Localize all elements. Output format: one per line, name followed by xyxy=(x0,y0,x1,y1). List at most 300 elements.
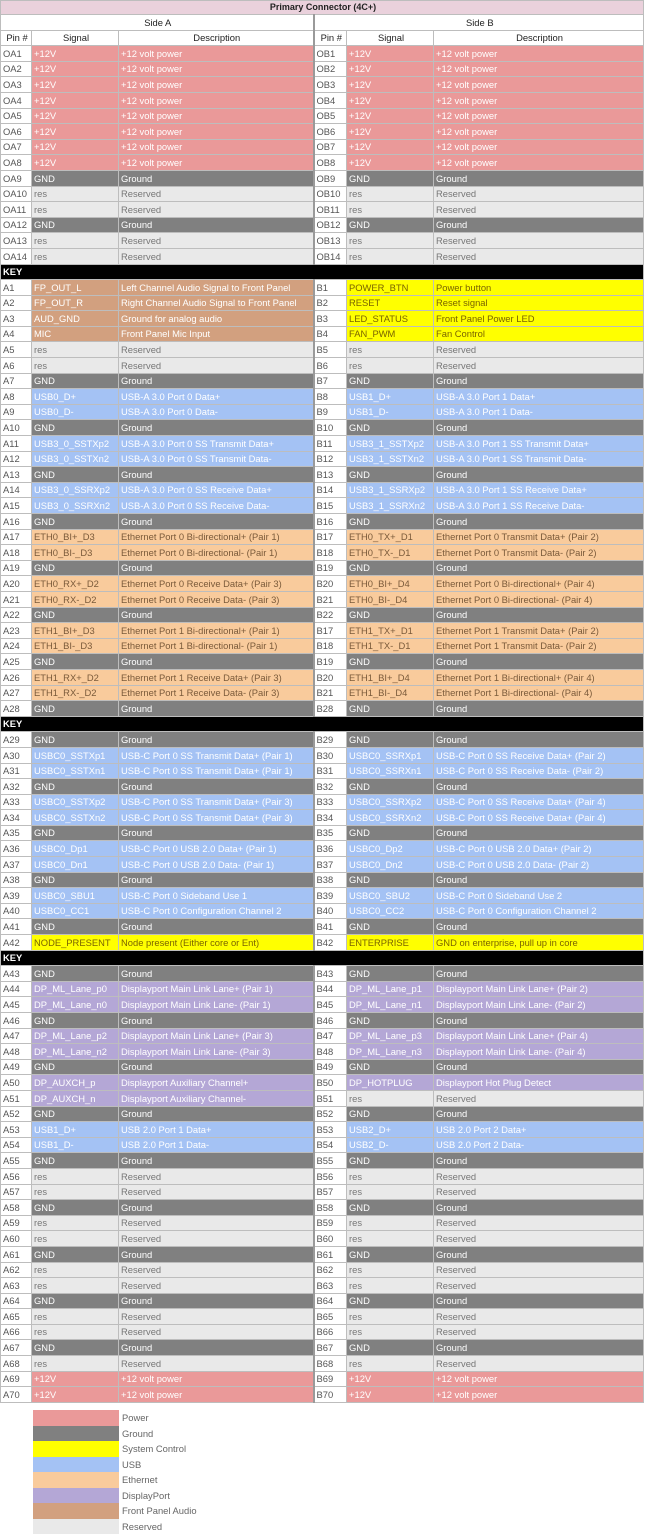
signal-name-b: GND xyxy=(347,170,434,186)
pin-number-a: A58 xyxy=(1,1200,32,1216)
pin-number-a: A22 xyxy=(1,607,32,623)
pin-row xyxy=(1,280,644,296)
pin-number-b: B9 xyxy=(314,404,347,420)
signal-description-a: +12 volt power xyxy=(119,61,314,77)
pin-number-a: A57 xyxy=(1,1184,32,1200)
signal-description-b: +12 volt power xyxy=(434,46,644,62)
signal-description-b: Ethernet Port 0 Bi-directional- (Pair 4) xyxy=(434,591,644,607)
signal-description-b: Ground xyxy=(434,872,644,888)
signal-name-a: res xyxy=(32,1278,119,1294)
signal-description-a: Front Panel Mic Input xyxy=(119,326,314,342)
pin-number-b: B42 xyxy=(314,935,347,951)
legend-item xyxy=(33,1410,197,1426)
signal-name-b: GND xyxy=(347,779,434,795)
signal-description-b: +12 volt power xyxy=(434,92,644,108)
signal-description-b: Displayport Main Link Lane- (Pair 2) xyxy=(434,997,644,1013)
pin-row xyxy=(1,233,644,249)
signal-name-b: GND xyxy=(347,872,434,888)
pin-number-b: OB11 xyxy=(314,202,347,218)
legend-item xyxy=(33,1441,197,1457)
signal-description-a: Reserved xyxy=(119,1324,314,1340)
signal-name-a: res xyxy=(32,1168,119,1184)
signal-name-b: DP_ML_Lane_n3 xyxy=(347,1044,434,1060)
signal-name-b: DP_ML_Lane_n1 xyxy=(347,997,434,1013)
pin-number-a: OA10 xyxy=(1,186,32,202)
pin-number-a: A55 xyxy=(1,1153,32,1169)
signal-name-a: GND xyxy=(32,1059,119,1075)
signal-name-a: ETH1_RX-_D2 xyxy=(32,685,119,701)
signal-name-b: res xyxy=(347,186,434,202)
signal-description-a: Ground xyxy=(119,607,314,623)
signal-description-a: Reserved xyxy=(119,233,314,249)
pin-number-b: B19 xyxy=(314,560,347,576)
pin-number-a: A12 xyxy=(1,451,32,467)
signal-description-b: Reserved xyxy=(434,1309,644,1325)
signal-name-b: USB1_D- xyxy=(347,404,434,420)
pin-number-b: B1 xyxy=(314,280,347,296)
signal-description-a: Ground xyxy=(119,373,314,389)
signal-name-a: DP_AUXCH_p xyxy=(32,1075,119,1091)
signal-name-b: +12V xyxy=(347,1371,434,1387)
signal-description-b: Ethernet Port 1 Bi-directional+ (Pair 4) xyxy=(434,669,644,685)
signal-description-b: Displayport Main Link Lane- (Pair 4) xyxy=(434,1044,644,1060)
signal-name-b: GND xyxy=(347,825,434,841)
legend-label: System Control xyxy=(122,1443,187,1455)
pin-number-a: A35 xyxy=(1,825,32,841)
side-a-header: Side A xyxy=(1,15,314,31)
pin-number-b: B60 xyxy=(314,1231,347,1247)
signal-description-b: USB-C Port 0 SS Receive Data+ (Pair 4) xyxy=(434,794,644,810)
signal-name-b: res xyxy=(347,1262,434,1278)
pin-number-a: OA8 xyxy=(1,155,32,171)
signal-name-b: res xyxy=(347,1309,434,1325)
signal-name-b: +12V xyxy=(347,46,434,62)
legend-swatch xyxy=(33,1457,119,1473)
signal-name-b: GND xyxy=(347,607,434,623)
pin-row xyxy=(1,981,644,997)
signal-name-a: res xyxy=(32,358,119,374)
pin-number-b: B69 xyxy=(314,1371,347,1387)
signal-description-a: Displayport Main Link Lane- (Pair 3) xyxy=(119,1044,314,1060)
signal-name-a: USB3_0_SSTXn2 xyxy=(32,451,119,467)
signal-description-b: Ethernet Port 1 Transmit Data+ (Pair 2) xyxy=(434,623,644,639)
pin-number-a: A53 xyxy=(1,1122,32,1138)
pin-number-a: A60 xyxy=(1,1231,32,1247)
signal-name-b: GND xyxy=(347,560,434,576)
pin-number-a: A51 xyxy=(1,1090,32,1106)
pin-number-b: B6 xyxy=(314,358,347,374)
signal-description-a: USB-C Port 0 Configuration Channel 2 xyxy=(119,903,314,919)
signal-description-b: +12 volt power xyxy=(434,155,644,171)
pin-row xyxy=(1,108,644,124)
pin-number-b: B70 xyxy=(314,1387,347,1403)
signal-description-a: USB-C Port 0 SS Transmit Data+ (Pair 1) xyxy=(119,763,314,779)
signal-name-a: GND xyxy=(32,825,119,841)
pin-number-a: OA7 xyxy=(1,139,32,155)
signal-name-b: POWER_BTN xyxy=(347,280,434,296)
pin-row xyxy=(1,529,644,545)
signal-description-a: USB-C Port 0 USB 2.0 Data- (Pair 1) xyxy=(119,857,314,873)
pin-number-b: B41 xyxy=(314,919,347,935)
signal-description-b: +12 volt power xyxy=(434,77,644,93)
pin-row xyxy=(1,1106,644,1122)
signal-description-b: Ground xyxy=(434,966,644,982)
signal-name-a: GND xyxy=(32,1293,119,1309)
pin-number-a: A33 xyxy=(1,794,32,810)
signal-name-a: DP_ML_Lane_p2 xyxy=(32,1028,119,1044)
pin-number-b: B53 xyxy=(314,1122,347,1138)
signal-description-b: Reserved xyxy=(434,202,644,218)
pin-number-b: B48 xyxy=(314,1044,347,1060)
pin-row xyxy=(1,903,644,919)
signal-name-b: USBC0_SSRXp2 xyxy=(347,794,434,810)
pin-row xyxy=(1,389,644,405)
pin-row xyxy=(1,186,644,202)
signal-description-b: Reserved xyxy=(434,1278,644,1294)
signal-description-b: Ethernet Port 1 Transmit Data- (Pair 2) xyxy=(434,638,644,654)
signal-name-b: res xyxy=(347,202,434,218)
signal-description-a: Ethernet Port 1 Receive Data+ (Pair 3) xyxy=(119,669,314,685)
pin-row xyxy=(1,1153,644,1169)
pin-number-b: OB5 xyxy=(314,108,347,124)
signal-name-a: FP_OUT_L xyxy=(32,280,119,296)
signal-description-a: Reserved xyxy=(119,1231,314,1247)
signal-description-a: Displayport Main Link Lane+ (Pair 3) xyxy=(119,1028,314,1044)
signal-name-a: +12V xyxy=(32,77,119,93)
signal-name-a: GND xyxy=(32,701,119,717)
signal-name-a: ETH0_RX-_D2 xyxy=(32,591,119,607)
pin-number-b: B68 xyxy=(314,1356,347,1372)
signal-name-b: +12V xyxy=(347,124,434,140)
signal-description-b: Ground xyxy=(434,560,644,576)
signal-name-a: +12V xyxy=(32,1387,119,1403)
col-header-pin-b: Pin # xyxy=(314,30,347,46)
signal-name-a: AUD_GND xyxy=(32,311,119,327)
signal-name-a: GND xyxy=(32,872,119,888)
pin-number-b: B30 xyxy=(314,747,347,763)
signal-description-a: Displayport Main Link Lane- (Pair 1) xyxy=(119,997,314,1013)
pin-number-b: B28 xyxy=(314,701,347,717)
signal-name-a: USB3_0_SSTXp2 xyxy=(32,436,119,452)
signal-name-a: +12V xyxy=(32,139,119,155)
signal-name-a: GND xyxy=(32,217,119,233)
pin-number-b: B66 xyxy=(314,1324,347,1340)
legend-item xyxy=(33,1457,197,1473)
signal-description-b: USB-A 3.0 Port 1 SS Transmit Data- xyxy=(434,451,644,467)
signal-description-a: USB-A 3.0 Port 0 SS Receive Data- xyxy=(119,498,314,514)
pin-row xyxy=(1,1137,644,1153)
pin-number-a: A41 xyxy=(1,919,32,935)
pin-number-b: OB9 xyxy=(314,170,347,186)
pin-number-b: B17 xyxy=(314,529,347,545)
signal-name-b: ETH0_TX-_D1 xyxy=(347,545,434,561)
pin-row xyxy=(1,794,644,810)
pin-row xyxy=(1,779,644,795)
signal-description-a: Ground xyxy=(119,654,314,670)
signal-description-a: Ground xyxy=(119,420,314,436)
signal-name-b: +12V xyxy=(347,139,434,155)
signal-name-b: USBC0_SBU2 xyxy=(347,888,434,904)
pin-row xyxy=(1,841,644,857)
pin-number-b: B20 xyxy=(314,576,347,592)
pin-row xyxy=(1,810,644,826)
signal-description-a: USB-A 3.0 Port 0 SS Receive Data+ xyxy=(119,482,314,498)
signal-description-a: USB-C Port 0 SS Transmit Data+ (Pair 3) xyxy=(119,810,314,826)
signal-description-b: Ground xyxy=(434,170,644,186)
signal-name-b: GND xyxy=(347,217,434,233)
pin-row xyxy=(1,342,644,358)
signal-description-a: Ground xyxy=(119,701,314,717)
pin-number-a: A61 xyxy=(1,1246,32,1262)
signal-name-a: USB3_0_SSRXn2 xyxy=(32,498,119,514)
signal-name-a: res xyxy=(32,1324,119,1340)
signal-description-b: Ground xyxy=(434,701,644,717)
pin-number-b: B4 xyxy=(314,326,347,342)
signal-name-a: USB1_D- xyxy=(32,1137,119,1153)
signal-description-a: Reserved xyxy=(119,342,314,358)
signal-description-b: Ethernet Port 0 Bi-directional+ (Pair 4) xyxy=(434,576,644,592)
signal-name-b: GND xyxy=(347,701,434,717)
pin-number-a: A40 xyxy=(1,903,32,919)
signal-description-a: Displayport Auxiliary Channel- xyxy=(119,1090,314,1106)
pin-number-b: B39 xyxy=(314,888,347,904)
signal-description-a: Ground xyxy=(119,1246,314,1262)
signal-description-b: Reserved xyxy=(434,1090,644,1106)
pin-row xyxy=(1,560,644,576)
legend-swatch xyxy=(33,1410,119,1426)
signal-name-a: DP_ML_Lane_n2 xyxy=(32,1044,119,1060)
signal-name-a: USBC0_SSTXp2 xyxy=(32,794,119,810)
signal-description-b: GND on enterprise, pull up in core xyxy=(434,935,644,951)
side-b-header: Side B xyxy=(314,15,644,31)
pin-number-b: B2 xyxy=(314,295,347,311)
signal-name-a: USBC0_Dn1 xyxy=(32,857,119,873)
signal-name-a: +12V xyxy=(32,108,119,124)
pin-number-b: B63 xyxy=(314,1278,347,1294)
pin-number-a: A62 xyxy=(1,1262,32,1278)
signal-name-b: USB2_D- xyxy=(347,1137,434,1153)
signal-description-a: USB 2.0 Port 1 Data- xyxy=(119,1137,314,1153)
signal-name-a: ETH0_RX+_D2 xyxy=(32,576,119,592)
pin-number-b: B49 xyxy=(314,1059,347,1075)
signal-name-b: ETH0_BI+_D4 xyxy=(347,576,434,592)
signal-name-a: res xyxy=(32,1231,119,1247)
signal-name-b: USB1_D+ xyxy=(347,389,434,405)
pin-row xyxy=(1,92,644,108)
signal-name-b: DP_ML_Lane_p3 xyxy=(347,1028,434,1044)
pin-number-a: A6 xyxy=(1,358,32,374)
legend-item xyxy=(33,1472,197,1488)
signal-name-b: USBC0_Dn2 xyxy=(347,857,434,873)
signal-name-b: USB3_1_SSRXp2 xyxy=(347,482,434,498)
signal-name-b: +12V xyxy=(347,92,434,108)
signal-description-b: USB-C Port 0 SS Receive Data- (Pair 2) xyxy=(434,763,644,779)
signal-name-b: RESET xyxy=(347,295,434,311)
signal-description-b: USB-A 3.0 Port 1 SS Receive Data- xyxy=(434,498,644,514)
signal-name-b: USB3_1_SSTXp2 xyxy=(347,436,434,452)
signal-name-b: res xyxy=(347,358,434,374)
signal-description-a: Reserved xyxy=(119,1309,314,1325)
pin-number-a: A9 xyxy=(1,404,32,420)
signal-description-b: Reserved xyxy=(434,1215,644,1231)
signal-description-a: Displayport Auxiliary Channel+ xyxy=(119,1075,314,1091)
pin-number-a: OA11 xyxy=(1,202,32,218)
pin-row xyxy=(1,888,644,904)
signal-description-a: USB-C Port 0 USB 2.0 Data+ (Pair 1) xyxy=(119,841,314,857)
pin-number-b: B35 xyxy=(314,825,347,841)
signal-name-b: res xyxy=(347,233,434,249)
signal-name-b: GND xyxy=(347,373,434,389)
signal-description-b: Ground xyxy=(434,779,644,795)
pin-row xyxy=(1,825,644,841)
table-title: Primary Connector (4C+) xyxy=(1,1,644,15)
pin-row xyxy=(1,1168,644,1184)
signal-description-b: USB-A 3.0 Port 1 Data+ xyxy=(434,389,644,405)
signal-name-b: USBC0_SSRXn2 xyxy=(347,810,434,826)
signal-name-b: res xyxy=(347,342,434,358)
signal-description-a: Reserved xyxy=(119,1215,314,1231)
pin-number-b: B12 xyxy=(314,451,347,467)
pin-number-b: B51 xyxy=(314,1090,347,1106)
pin-row xyxy=(1,1122,644,1138)
signal-description-a: Ground xyxy=(119,560,314,576)
key-label: KEY xyxy=(1,950,644,966)
pin-number-a: A1 xyxy=(1,280,32,296)
signal-name-a: GND xyxy=(32,607,119,623)
signal-description-b: Fan Control xyxy=(434,326,644,342)
pin-number-b: B54 xyxy=(314,1137,347,1153)
signal-name-a: NODE_PRESENT xyxy=(32,935,119,951)
signal-name-a: GND xyxy=(32,420,119,436)
signal-description-b: Reserved xyxy=(434,1231,644,1247)
signal-name-a: GND xyxy=(32,467,119,483)
pin-number-b: OB6 xyxy=(314,124,347,140)
signal-description-a: Ground xyxy=(119,966,314,982)
pin-number-b: B57 xyxy=(314,1184,347,1200)
signal-description-a: Right Channel Audio Signal to Front Panel xyxy=(119,295,314,311)
signal-name-b: res xyxy=(347,1278,434,1294)
pin-row xyxy=(1,1028,644,1044)
pin-number-a: A44 xyxy=(1,981,32,997)
legend-swatch xyxy=(33,1426,119,1442)
pin-number-b: B62 xyxy=(314,1262,347,1278)
signal-description-b: Ground xyxy=(434,919,644,935)
signal-name-a: res xyxy=(32,1215,119,1231)
pin-number-a: OA2 xyxy=(1,61,32,77)
col-header-signal-a: Signal xyxy=(32,30,119,46)
signal-description-a: Reserved xyxy=(119,1356,314,1372)
signal-description-b: Reserved xyxy=(434,1262,644,1278)
legend-item xyxy=(33,1519,197,1535)
pin-row xyxy=(1,872,644,888)
signal-name-b: GND xyxy=(347,919,434,935)
signal-name-b: USBC0_Dp2 xyxy=(347,841,434,857)
legend-swatch xyxy=(33,1519,119,1535)
pin-number-a: A34 xyxy=(1,810,32,826)
signal-name-a: DP_AUXCH_n xyxy=(32,1090,119,1106)
signal-name-b: GND xyxy=(347,654,434,670)
pin-number-a: A26 xyxy=(1,669,32,685)
pin-number-b: B20 xyxy=(314,669,347,685)
signal-name-a: GND xyxy=(32,1013,119,1029)
legend-label: Power xyxy=(122,1412,149,1424)
legend-swatch xyxy=(33,1488,119,1504)
pin-number-a: OA3 xyxy=(1,77,32,93)
pin-number-a: OA12 xyxy=(1,217,32,233)
pin-number-b: B43 xyxy=(314,966,347,982)
pin-number-a: A64 xyxy=(1,1293,32,1309)
signal-name-a: USBC0_Dp1 xyxy=(32,841,119,857)
signal-name-a: USB0_D+ xyxy=(32,389,119,405)
signal-description-b: Ethernet Port 0 Transmit Data- (Pair 2) xyxy=(434,545,644,561)
signal-description-b: Front Panel Power LED xyxy=(434,311,644,327)
signal-description-b: Power button xyxy=(434,280,644,296)
signal-name-a: GND xyxy=(32,654,119,670)
signal-description-a: Ground xyxy=(119,919,314,935)
pin-number-a: A69 xyxy=(1,1371,32,1387)
signal-description-a: USB-A 3.0 Port 0 Data- xyxy=(119,404,314,420)
signal-name-b: DP_HOTPLUG xyxy=(347,1075,434,1091)
pin-row xyxy=(1,919,644,935)
signal-description-b: Ground xyxy=(434,373,644,389)
pin-row xyxy=(1,155,644,171)
legend-swatch xyxy=(33,1472,119,1488)
signal-description-b: USB-A 3.0 Port 1 SS Receive Data+ xyxy=(434,482,644,498)
pin-number-b: B50 xyxy=(314,1075,347,1091)
col-header-description-b: Description xyxy=(434,30,644,46)
pin-number-a: A70 xyxy=(1,1387,32,1403)
pin-row xyxy=(1,311,644,327)
pin-row xyxy=(1,997,644,1013)
pin-row xyxy=(1,763,644,779)
pin-row xyxy=(1,1215,644,1231)
signal-description-b: USB-C Port 0 Sideband Use 2 xyxy=(434,888,644,904)
pin-number-a: A13 xyxy=(1,467,32,483)
signal-name-b: GND xyxy=(347,1340,434,1356)
signal-description-a: Displayport Main Link Lane+ (Pair 1) xyxy=(119,981,314,997)
signal-name-b: res xyxy=(347,1090,434,1106)
pin-number-b: B55 xyxy=(314,1153,347,1169)
pin-number-a: A38 xyxy=(1,872,32,888)
signal-description-a: Reserved xyxy=(119,202,314,218)
signal-description-a: Ethernet Port 0 Receive Data- (Pair 3) xyxy=(119,591,314,607)
signal-description-a: USB-C Port 0 SS Transmit Data+ (Pair 3) xyxy=(119,794,314,810)
pin-row xyxy=(1,124,644,140)
signal-description-a: Ethernet Port 1 Receive Data- (Pair 3) xyxy=(119,685,314,701)
pin-row xyxy=(1,451,644,467)
signal-name-a: GND xyxy=(32,779,119,795)
signal-name-a: +12V xyxy=(32,155,119,171)
pin-number-a: A66 xyxy=(1,1324,32,1340)
signal-name-b: +12V xyxy=(347,1387,434,1403)
signal-description-b: Displayport Main Link Lane+ (Pair 2) xyxy=(434,981,644,997)
pin-number-a: A19 xyxy=(1,560,32,576)
signal-description-b: USB-A 3.0 Port 1 Data- xyxy=(434,404,644,420)
signal-description-a: Ethernet Port 1 Bi-directional+ (Pair 1) xyxy=(119,623,314,639)
signal-name-a: GND xyxy=(32,1153,119,1169)
signal-name-a: res xyxy=(32,233,119,249)
signal-name-b: ETH1_TX+_D1 xyxy=(347,623,434,639)
signal-description-b: Ground xyxy=(434,1246,644,1262)
signal-name-b: res xyxy=(347,1356,434,1372)
pin-row xyxy=(1,1293,644,1309)
signal-description-b: USB 2.0 Port 2 Data+ xyxy=(434,1122,644,1138)
pin-number-a: A3 xyxy=(1,311,32,327)
legend-label: Ground xyxy=(122,1427,154,1439)
pin-number-b: B17 xyxy=(314,623,347,639)
pin-number-b: B46 xyxy=(314,1013,347,1029)
signal-name-b: GND xyxy=(347,1153,434,1169)
